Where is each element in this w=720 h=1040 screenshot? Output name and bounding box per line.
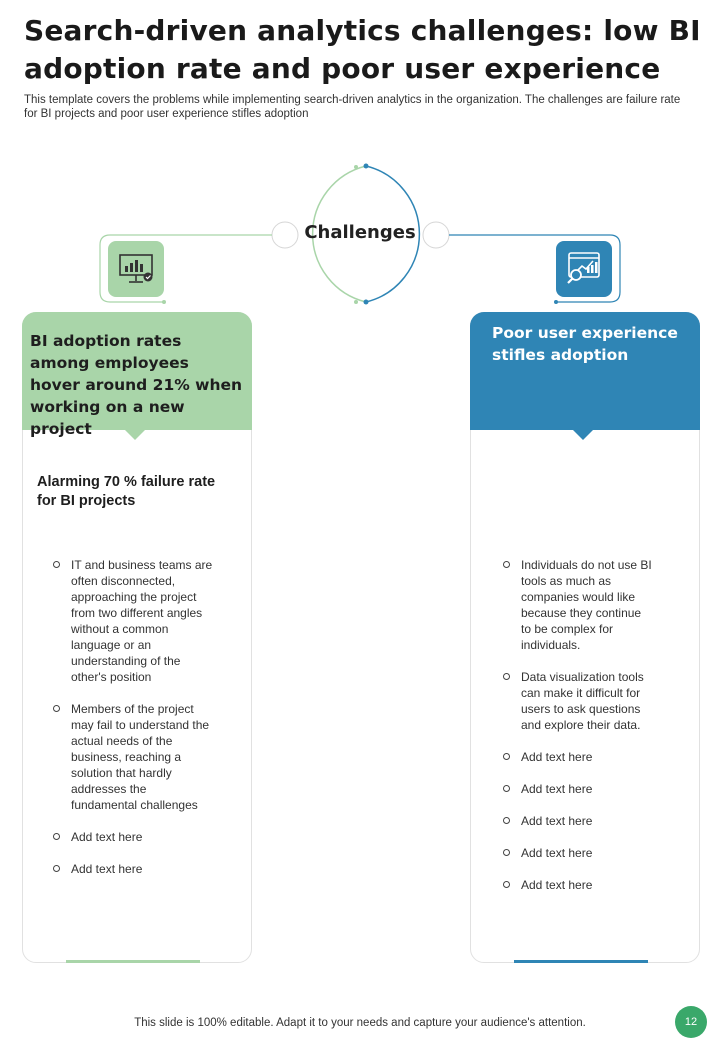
right-challenge-card: [470, 312, 700, 963]
list-item: Add text here: [503, 813, 653, 829]
bullet-circle-icon: [503, 881, 510, 888]
search-analytics-icon: [565, 251, 603, 287]
bullet-circle-icon: [503, 561, 510, 568]
list-item: Members of the project may fail to understand the actual needs of the business, reaching a solution that hardly addresses the fundamental challenges: [53, 701, 213, 813]
center-dot-bottomleft: [354, 300, 358, 304]
right-card-bullets: [503, 557, 653, 909]
bullet-circle-icon: [53, 561, 60, 568]
left-challenge-card: [22, 312, 252, 963]
bullet-circle-icon: [53, 833, 60, 840]
list-item: Add text here: [53, 829, 213, 845]
center-dot-bottom: [364, 300, 369, 305]
list-item: IT and business teams are often disconnected, approaching the project from two different angles without a common language or an understanding of the other's position: [53, 557, 213, 685]
bullet-circle-icon: [53, 705, 60, 712]
center-dot-top: [364, 164, 369, 169]
right-card-heading: Poor user experience stifles adoption: [492, 324, 678, 364]
right-card-accent-bar: [514, 960, 648, 963]
left-card-notch: [125, 430, 145, 440]
list-item: Add text here: [503, 749, 653, 765]
list-item: Add text here: [503, 781, 653, 797]
left-card-bullets: [53, 557, 213, 893]
right-card-header: [470, 312, 700, 430]
right-card-notch: [573, 430, 593, 440]
center-dot-topleft: [354, 165, 358, 169]
knob-right: [423, 222, 449, 248]
knob-left: [272, 222, 298, 248]
bullet-circle-icon: [503, 673, 510, 680]
list-item: Data visualization tools can make it difficult for users to ask questions and explore their data.: [503, 669, 653, 733]
bullet-circle-icon: [503, 849, 510, 856]
left-card-heading: BI adoption rates among employees hover around 21% when working on a new project: [30, 332, 243, 438]
left-card-subheading: Alarming 70 % failure rate for BI projects: [37, 474, 216, 509]
footer-note: This slide is 100% editable. Adapt it to your needs and capture your audience's attention.: [134, 1017, 586, 1029]
list-item: Individuals do not use BI tools as much as companies would like because they continue to be complex for individuals.: [503, 557, 653, 653]
challenges-label: Challenges: [304, 222, 416, 243]
bullet-circle-icon: [53, 865, 60, 872]
left-card-accent-bar: [66, 960, 200, 963]
page-title: Search-driven analytics challenges: low BI adoption rate and poor user experience: [24, 14, 701, 85]
list-item: Add text here: [53, 861, 213, 877]
left-icon-box: [108, 241, 164, 297]
list-item: Add text here: [503, 877, 653, 893]
page-number-badge: 12: [675, 1006, 707, 1038]
monitor-chart-icon: [118, 253, 154, 285]
list-item: Add text here: [503, 845, 653, 861]
left-card-header: [22, 312, 252, 438]
bullet-circle-icon: [503, 753, 510, 760]
right-icon-box: [556, 241, 612, 297]
page-subtitle: This template covers the problems while implementing search-driven analytics in the organization. The challenges are failure rate for BI projects and poor user experience stifles adoption: [24, 94, 681, 120]
bullet-circle-icon: [503, 817, 510, 824]
bullet-circle-icon: [503, 785, 510, 792]
